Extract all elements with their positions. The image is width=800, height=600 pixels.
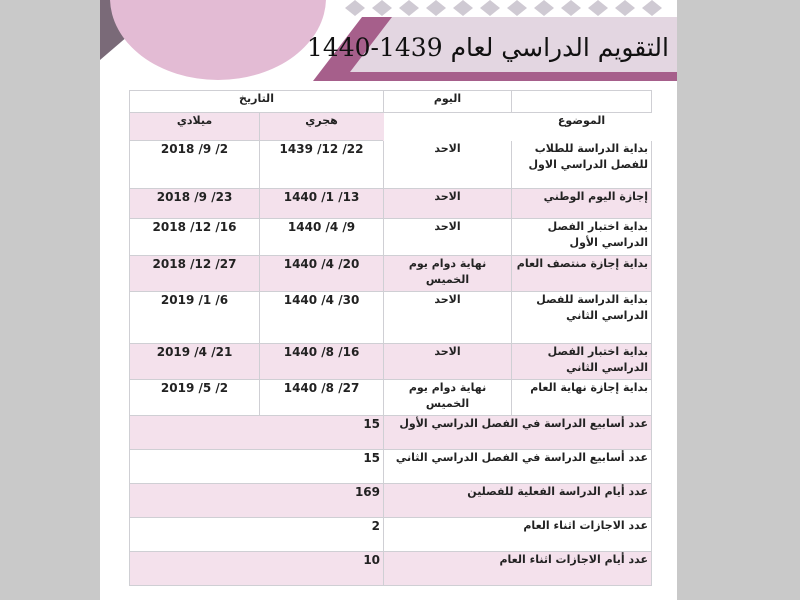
row-subject: بداية إجازة نهاية العام <box>512 380 652 416</box>
row-hijri: 1440 /8 /27 <box>283 381 360 395</box>
row-subject: بداية اختبار الفصل الدراسي الثاني <box>512 344 652 380</box>
count-row <box>130 450 652 484</box>
row-day: نهاية دوام يوم الخميس <box>384 256 512 292</box>
pink-circle <box>110 0 326 80</box>
gregorian-header: ميلادي <box>130 113 260 141</box>
row-hijri: 1440 /4 /9 <box>287 220 356 234</box>
calendar-page <box>100 0 677 600</box>
row-day: الاحد <box>384 219 512 256</box>
row-day: الاحد <box>384 344 512 380</box>
row-hijri: 1440 /4 /30 <box>283 293 360 307</box>
table-row <box>130 344 652 380</box>
count-row <box>130 416 652 450</box>
row-gregorian: 2018 /12 /27 <box>152 257 237 271</box>
count-value: 15 <box>363 451 381 465</box>
row-subject: بداية الدراسة للطلاب للفصل الدراسي الاول <box>512 141 652 189</box>
row-subject: إجازة اليوم الوطني <box>512 189 652 219</box>
diamond-pattern <box>345 0 662 16</box>
row-day: نهاية دوام يوم الخميس <box>384 380 512 416</box>
row-gregorian: 2018 /9 /23 <box>156 190 233 204</box>
count-label: عدد أيام الاجازات اثناء العام <box>384 552 652 586</box>
count-label: عدد أسابيع الدراسة في الفصل الدراسي الأول <box>384 416 652 450</box>
row-hijri: 1440 /8 /16 <box>283 345 360 359</box>
table-row <box>130 380 652 416</box>
table-row <box>130 292 652 344</box>
table-row <box>130 141 652 189</box>
row-day: الاحد <box>384 292 512 344</box>
title-area <box>306 17 677 81</box>
row-hijri: 1440 /4 /20 <box>283 257 360 271</box>
count-label: عدد أسابيع الدراسة في الفصل الدراسي الثاني <box>384 450 652 484</box>
row-day: الاحد <box>384 141 512 189</box>
page-title: التقويم الدراسي لعام 1439-1440 <box>306 33 669 62</box>
count-value: 2 <box>371 519 381 533</box>
row-subject: بداية اختبار الفصل الدراسي الأول <box>512 219 652 256</box>
row-gregorian: 2018 /9 /2 <box>160 142 229 156</box>
count-row <box>130 484 652 518</box>
day-header: اليوم <box>384 91 512 113</box>
table-row <box>130 219 652 256</box>
table-row <box>130 189 652 219</box>
row-gregorian: 2019 /5 /2 <box>160 381 229 395</box>
subject-header: الموضوع <box>512 113 652 141</box>
count-row <box>130 518 652 552</box>
row-hijri: 1439 /12 /22 <box>279 142 364 156</box>
count-value: 15 <box>363 417 381 431</box>
row-gregorian: 2019 /1 /6 <box>160 293 229 307</box>
table-row <box>130 256 652 292</box>
count-label: عدد الاجازات اثناء العام <box>384 518 652 552</box>
row-gregorian: 2019 /4 /21 <box>156 345 233 359</box>
date-header: التاريخ <box>130 91 384 113</box>
calendar-table <box>129 90 652 586</box>
hijri-header: هجري <box>260 113 384 141</box>
header-row-bottom <box>130 113 652 141</box>
count-label: عدد أيام الدراسة الفعلية للفصلين <box>384 484 652 518</box>
count-value: 169 <box>354 485 381 499</box>
row-subject: بداية إجازة منتصف العام <box>512 256 652 292</box>
header-row-top <box>130 91 652 113</box>
row-subject: بداية الدراسة للفصل الدراسي الثاني <box>512 292 652 344</box>
row-hijri: 1440 /1 /13 <box>283 190 360 204</box>
count-value: 10 <box>363 553 381 567</box>
count-row <box>130 552 652 586</box>
row-gregorian: 2018 /12 /16 <box>152 220 237 234</box>
row-day: الاحد <box>384 189 512 219</box>
